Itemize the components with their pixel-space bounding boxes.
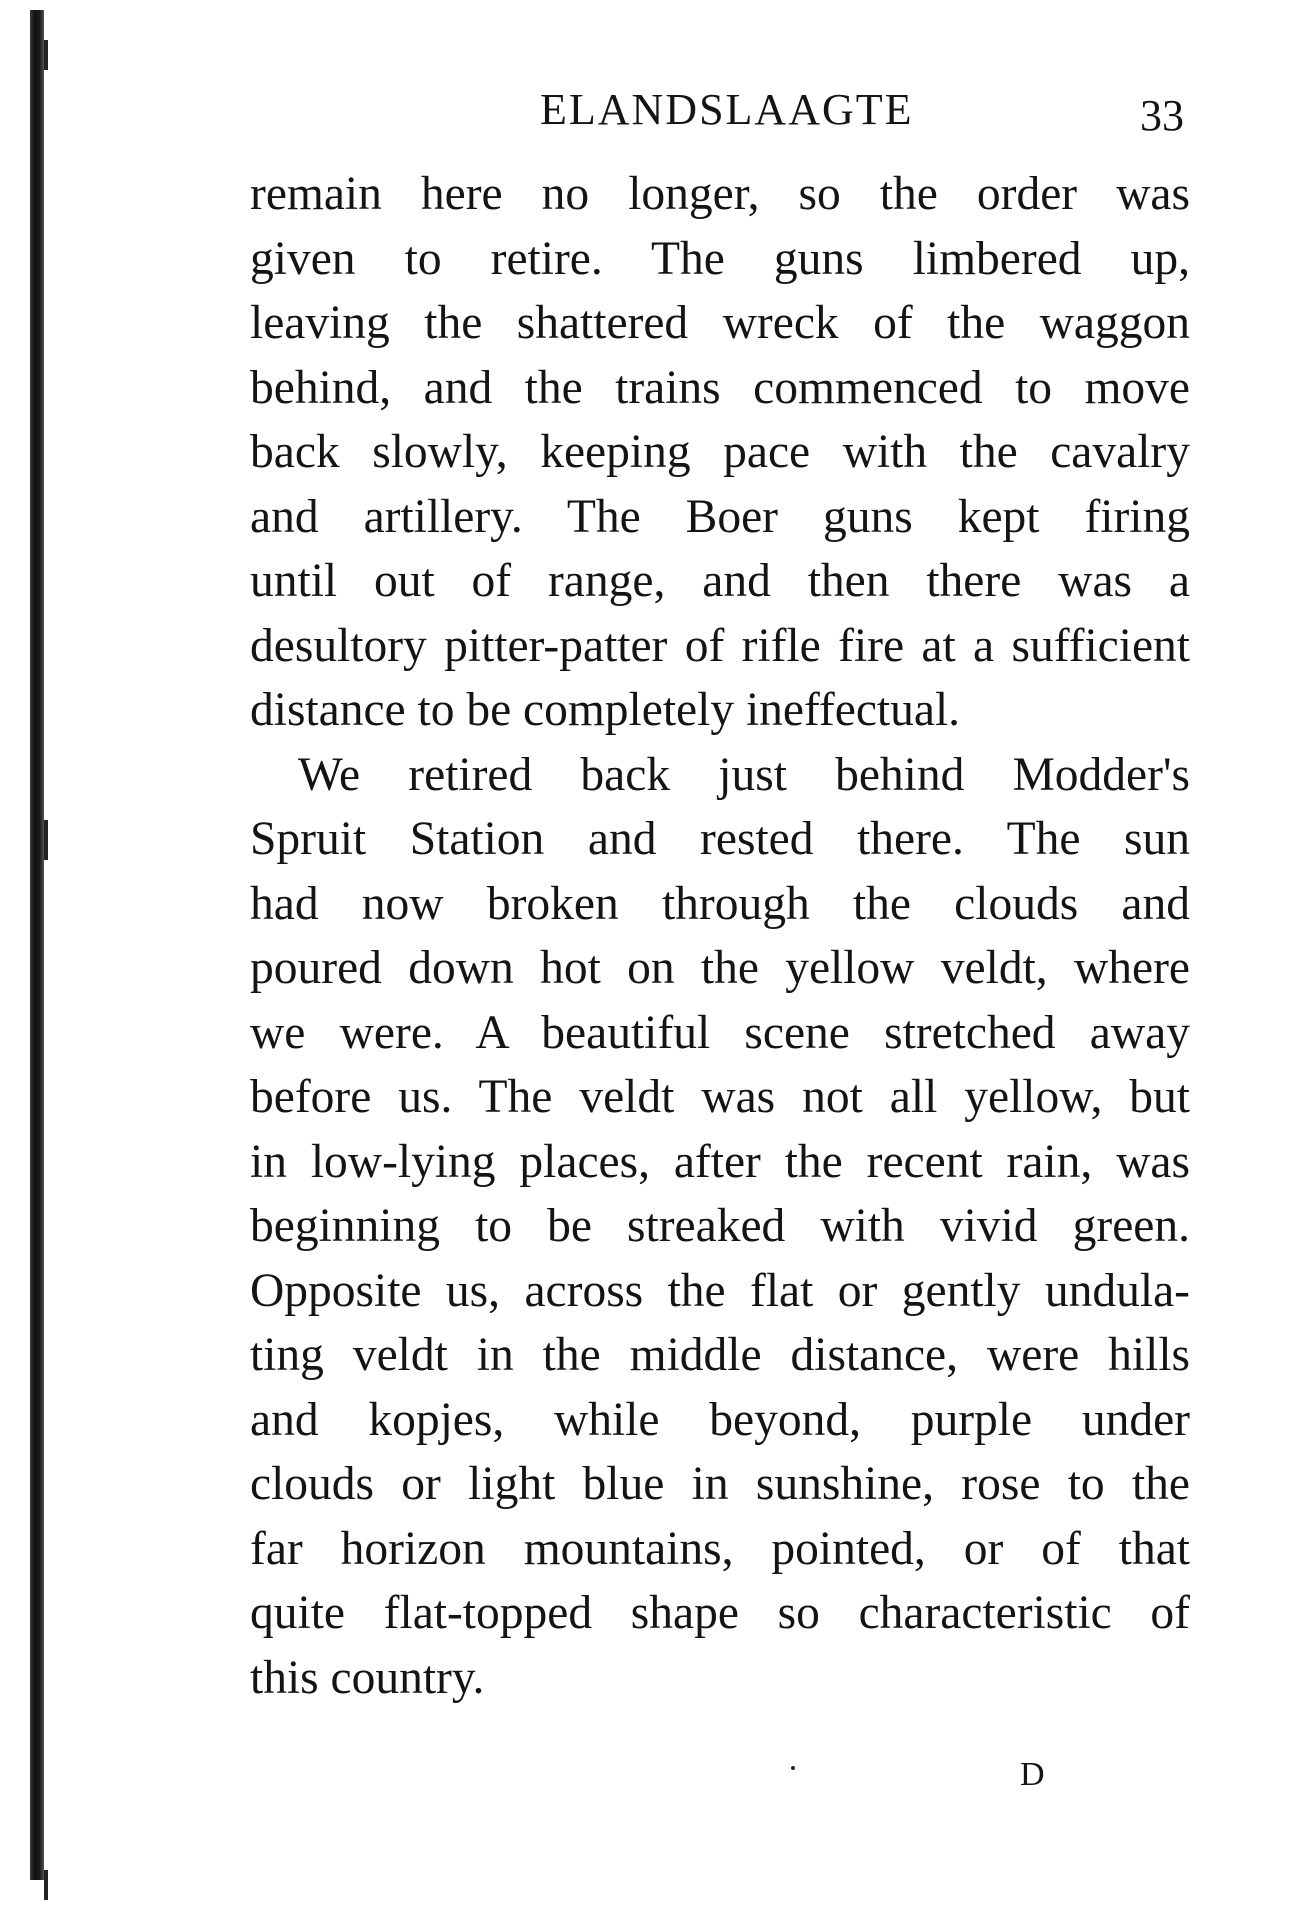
text-line: and artillery. The Boer guns kept firing [250, 490, 1190, 543]
text-line: We retired back just behind Modder's [298, 748, 1190, 801]
text-line: ting veldt in the middle distance, were hills [250, 1329, 1190, 1381]
running-title: ELANDSLAAGTE [540, 85, 914, 134]
text-line: desultory pitter-patter of rifle fire at a sufficient [250, 619, 1190, 672]
text-line: beginning to be streaked with vivid green. [250, 1200, 1190, 1252]
text-line: and kopjes, while beyond, purple under [250, 1393, 1190, 1446]
text-line: we were. A beautiful scene stretched away [250, 1006, 1190, 1059]
binding-fleck [44, 40, 48, 70]
text-line: far horizon mountains, pointed, or of that [250, 1522, 1190, 1575]
text-line: Spruit Station and rested there. The sun [250, 813, 1190, 865]
text-line: before us. The veldt was not all yellow, but [250, 1071, 1190, 1123]
text-line: in low-lying places, after the recent rain, was [250, 1135, 1190, 1188]
print-speck [791, 1766, 795, 1770]
running-head [0, 85, 1310, 148]
text-line: quite flat-topped shape so characteristic of [250, 1587, 1190, 1639]
page-number: 33 [1140, 91, 1184, 140]
body-text [250, 162, 1190, 1710]
text-line: distance to be completely ineffectual. [250, 684, 961, 736]
text-line: clouds or light blue in sunshine, rose to the [250, 1458, 1190, 1510]
text-line: had now broken through the clouds and [250, 877, 1190, 930]
text-line: remain here no longer, so the order was [250, 168, 1190, 220]
signature-mark: D [1020, 1756, 1045, 1793]
text-line: behind, and the trains commenced to move [250, 361, 1190, 414]
text-line: given to retire. The guns limbered up, [250, 232, 1190, 285]
text-line: poured down hot on the yellow veldt, where [250, 942, 1190, 994]
text-line: Opposite us, across the flat or gently undula- [250, 1264, 1190, 1317]
text-line: this country. [250, 1651, 485, 1704]
binding-fleck [44, 1870, 48, 1900]
text-line: back slowly, keeping pace with the cavalry [250, 426, 1190, 478]
text-line: until out of range, and then there was a [250, 555, 1190, 607]
binding-fleck [44, 820, 48, 860]
text-line: leaving the shattered wreck of the waggon [250, 297, 1190, 349]
binding-edge [30, 10, 44, 1880]
